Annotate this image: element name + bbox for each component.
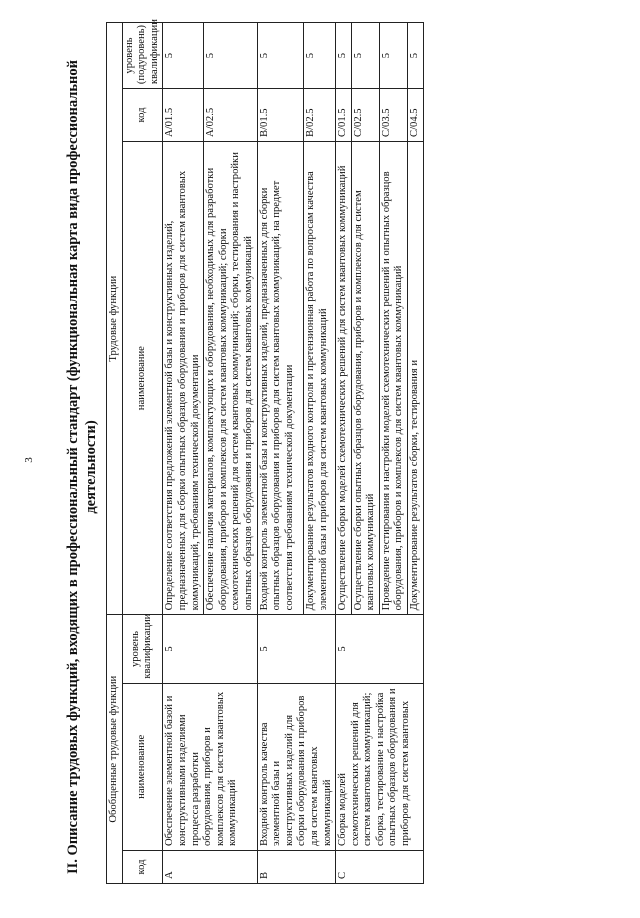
tf-name: Входной контроль элементной базы и конструктивных изделий, предназначенных для сборки опытных образцов оборудования и приборов для систем квантовых коммуникаций, на предмет соответствия требованиям технической документации: [257, 141, 303, 614]
tf-name: Осуществление сборки моделей схемотехнических решений для систем квантовых коммуникаций: [336, 141, 352, 614]
header-tf-code: код: [122, 89, 163, 142]
header-level: уровень квалификации: [122, 615, 163, 683]
tf-level: 5: [408, 23, 424, 89]
header-tf-level: уровень (подуровень) квалификации: [122, 23, 163, 89]
tf-name: Документирование результатов сборки, тестирования и: [408, 141, 424, 614]
gtf-code: C: [336, 850, 424, 883]
table-row: [163, 23, 204, 884]
header-code: код: [122, 850, 163, 883]
section-title: II. Описание трудовых функций, входящих в профессиональный стандарт (функциональная карта вида профессиональной деятельности): [65, 60, 99, 874]
tf-level: 5: [204, 23, 257, 89]
tf-name: Документирование результатов входного контроля и претензионная работа по вопросам качества элементной базы и приборов для систем квантовых коммуникаций: [303, 141, 335, 614]
tf-name: Определение соответствия предложений элементной базы и конструктивных изделий, предназначенных для сборки опытных образцов оборудования и приборов для систем квантовых коммуникаций, требованиям технической документации: [163, 141, 204, 614]
tf-code: C/02.5: [351, 89, 379, 142]
tf-level: 5: [163, 23, 204, 89]
tf-name: Осуществление сборки опытных образцов оборудования, приборов и комплексов для систем квантовых коммуникаций: [351, 141, 379, 614]
tf-name: Проведение тестирования и настройки моделей схемотехнических решений и опытных образцов оборудования, приборов и комплексов для систем квантовых коммуникаций: [379, 141, 407, 614]
tf-level: 5: [303, 23, 335, 89]
header-tf-name: наименование: [122, 141, 163, 614]
tf-level: 5: [257, 23, 303, 89]
tf-code: A/02.5: [204, 89, 257, 142]
tf-code: C/04.5: [408, 89, 424, 142]
gtf-level: 5: [163, 615, 257, 683]
gtf-name: Входной контроль качества элементной базы и конструктивных изделий для сборки оборудования и приборов для систем квантовых коммуникаций: [257, 683, 336, 850]
tf-code: A/01.5: [163, 89, 204, 142]
header-labor-functions: Трудовые функции: [107, 23, 123, 615]
gtf-code: A: [163, 850, 257, 883]
tf-level: 5: [351, 23, 379, 89]
header-name: наименование: [122, 683, 163, 850]
tf-code: B/02.5: [303, 89, 335, 142]
gtf-level: 5: [336, 615, 424, 683]
table-row: [257, 23, 303, 884]
header-generalized-functions: Обобщенные трудовые функции: [107, 615, 123, 884]
tf-level: 5: [336, 23, 352, 89]
tf-level: 5: [379, 23, 407, 89]
tf-code: B/01.5: [257, 89, 303, 142]
gtf-code: B: [257, 850, 336, 883]
tf-code: C/01.5: [336, 89, 352, 142]
table-row: [336, 23, 352, 884]
gtf-level: 5: [257, 615, 336, 683]
page-number: 3: [22, 457, 35, 463]
tf-code: C/03.5: [379, 89, 407, 142]
functional-map-table: [106, 19, 424, 884]
tf-name: Обеспечение наличия материалов, комплектующих и оборудования, необходимых для разработки оборудования, приборов и комплексов для систем квантовых коммуникаций; сборки схемотехнических решений для систем квантовых коммуникаций; сборки, тестирования и настройки опытных образцов оборудования и приборов для систем квантовых коммуникаций: [204, 141, 257, 614]
gtf-name: Обеспечение элементной базой и конструктивными изделиями процесса разработки оборудования, приборов и комплексов для систем квантовых коммуникаций: [163, 683, 257, 850]
gtf-name: Сборка моделей схемотехнических решений для систем квантовых коммуникаций; сборка, тестирование и настройка опытных образцов оборудования и приборов для систем квантовых: [336, 683, 424, 850]
